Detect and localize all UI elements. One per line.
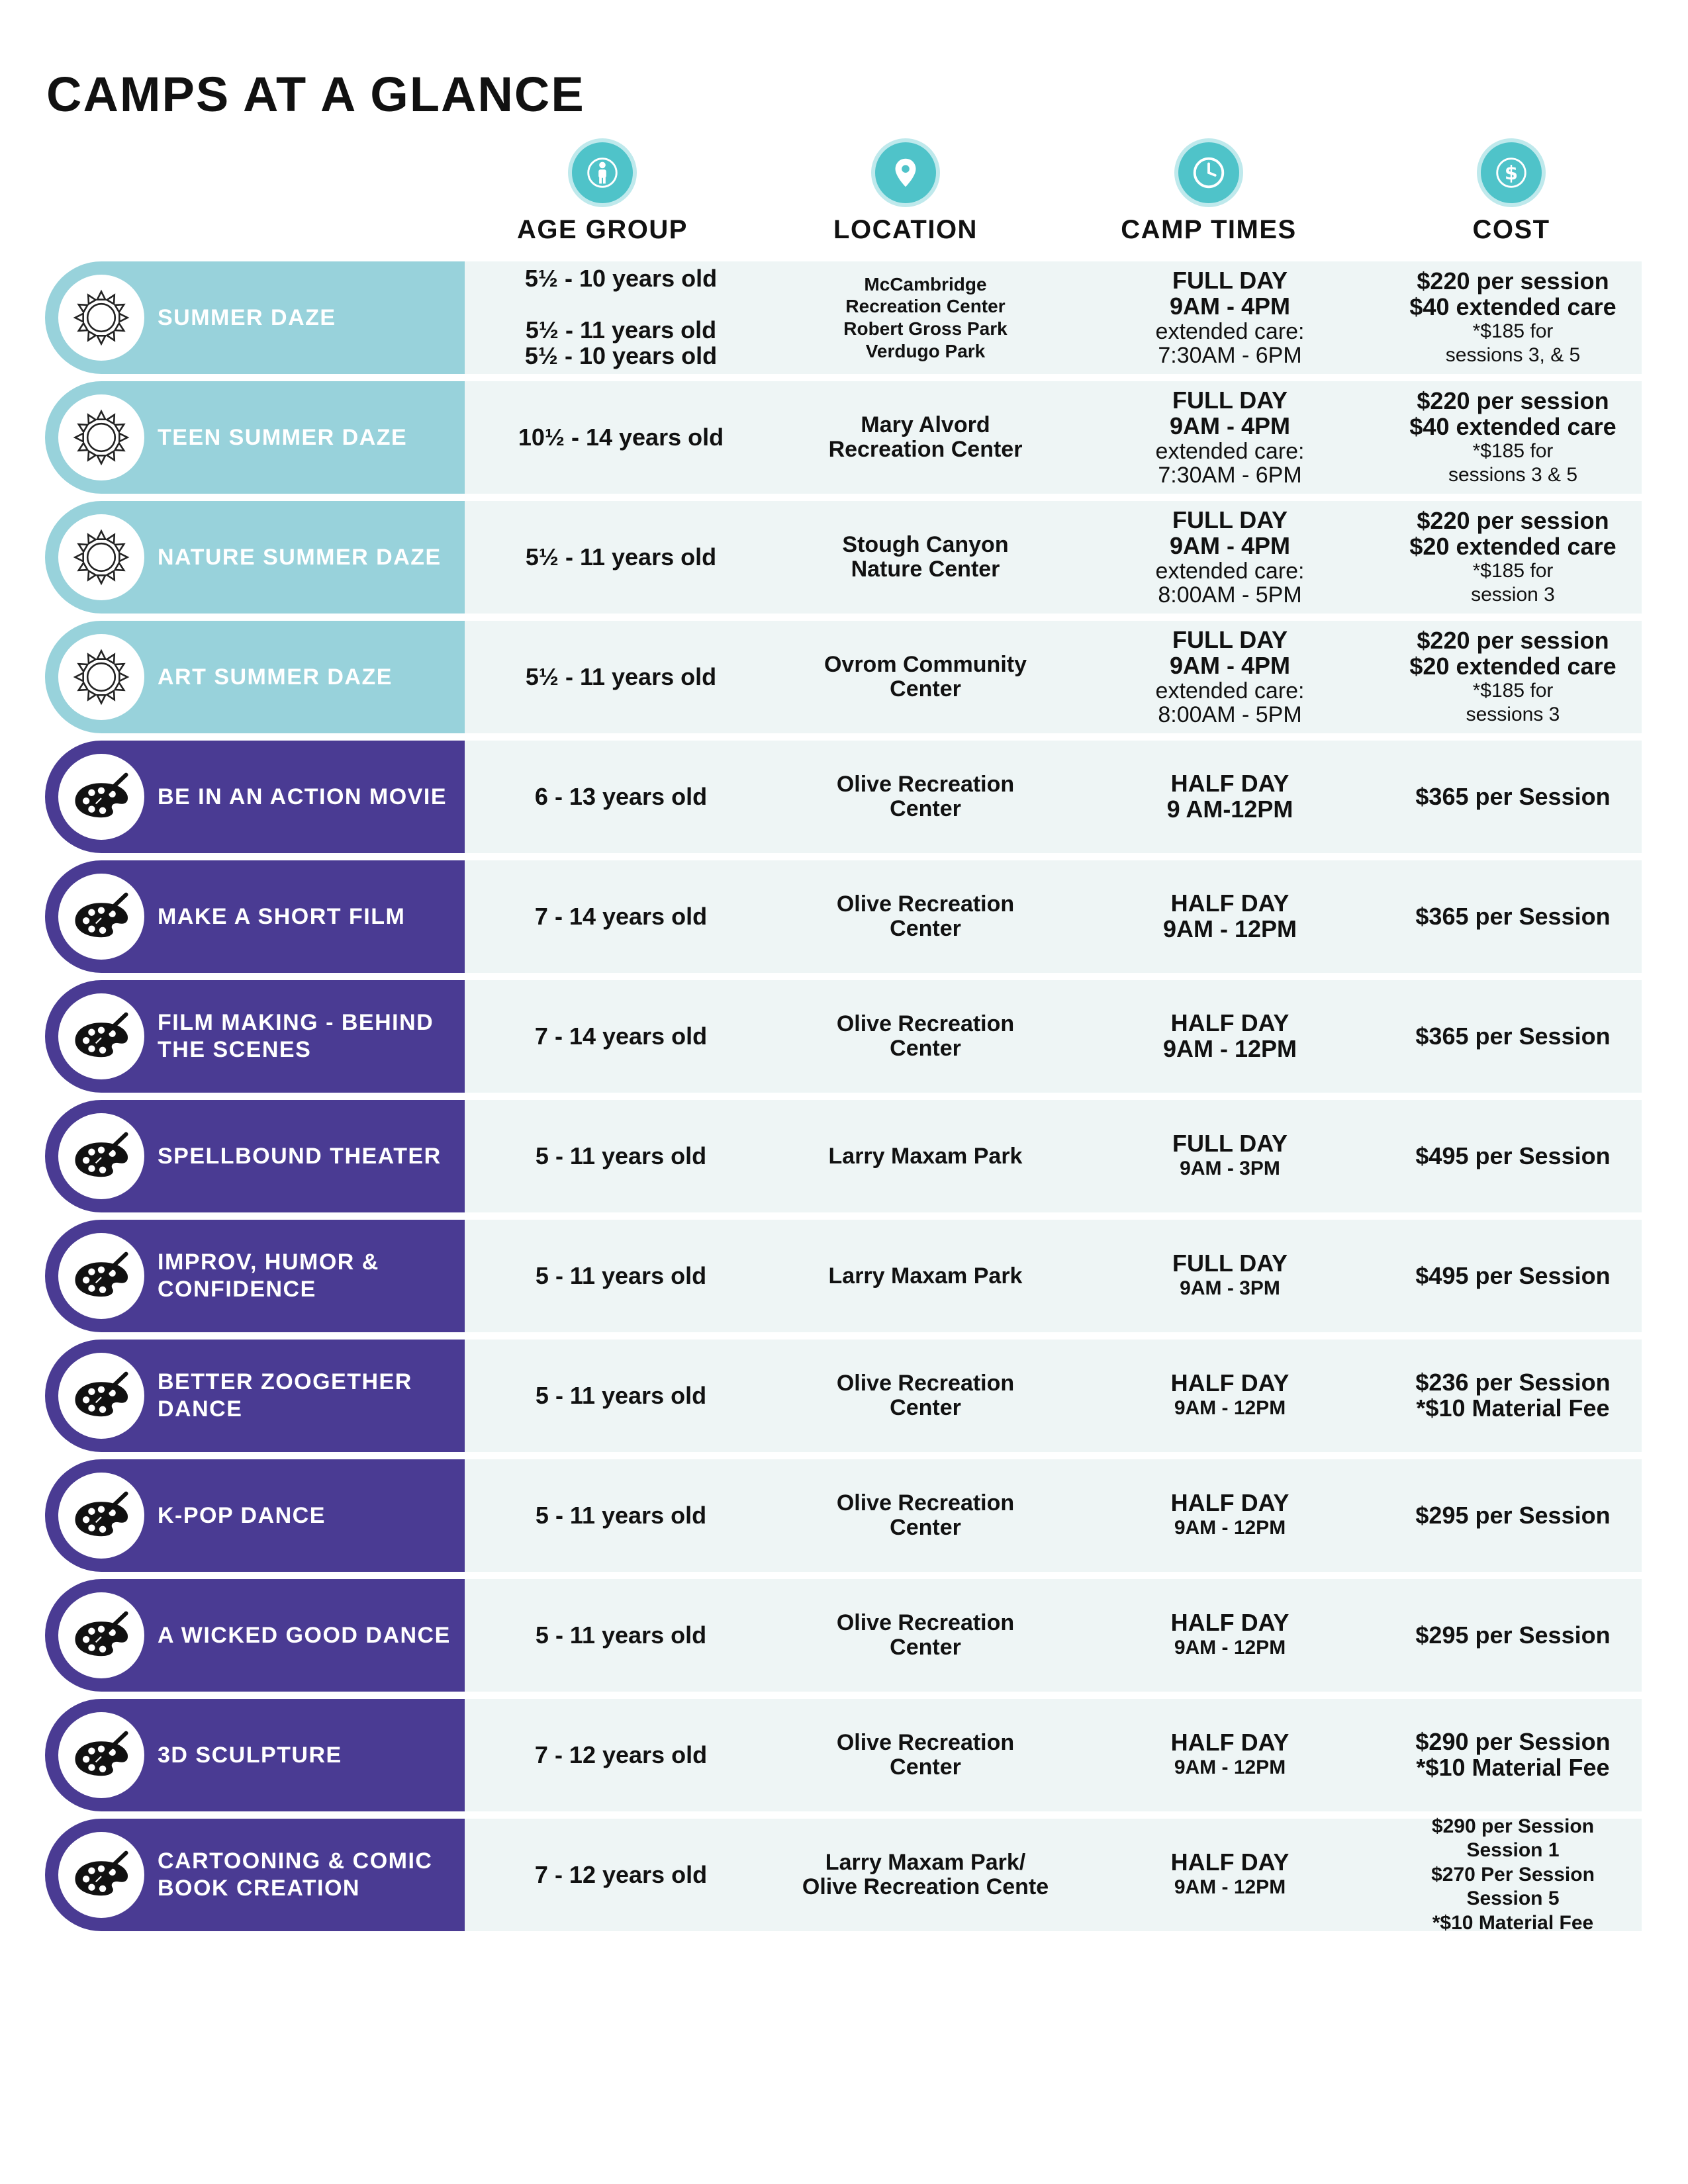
cost-line: $365 per Session (1415, 782, 1611, 810)
camp-time-hours: 9AM - 12PM (1174, 1637, 1286, 1659)
location-line: Center (890, 1036, 961, 1061)
location-line: Center (890, 1395, 961, 1420)
sun-icon (58, 394, 144, 480)
age-group-line: 5 - 11 years old (535, 1142, 707, 1169)
camp-time-line: HALF DAY (1170, 1009, 1289, 1037)
cost-line: $495 per Session (1415, 1142, 1611, 1169)
camp-time-line: 9AM - 4PM (1169, 292, 1291, 320)
header-times (1070, 142, 1348, 245)
paint-palette-icon (58, 754, 144, 840)
location-line: Robert Gross Park (843, 318, 1008, 339)
location-line: Nature Center (851, 557, 1000, 582)
location-cell (773, 621, 1078, 733)
location-line: Mary Alvord (861, 412, 990, 438)
location-line: Verdugo Park (865, 340, 986, 361)
location-line: Center (890, 796, 961, 821)
age-group-line: 5½ - 10 years old (524, 265, 718, 293)
camp-name (158, 1100, 459, 1212)
cost-note-line: sessions 3, & 5 (1445, 343, 1581, 366)
camp-name-line: ART SUMMER DAZE (158, 664, 393, 690)
table-row (45, 501, 1642, 614)
camp-name-line: IMPROV, HUMOR & (158, 1250, 379, 1275)
camp-time-line: FULL DAY (1172, 506, 1288, 534)
cost-line: $290 per Session (1431, 1815, 1595, 1837)
location-line: Larry Maxam Park (828, 1143, 1023, 1169)
age-group-cell (482, 381, 760, 494)
camp-times-cell (1084, 1340, 1376, 1452)
camp-name-line: 3D SCULPTURE (158, 1742, 342, 1768)
cost-cell (1385, 501, 1640, 614)
camp-times-cell (1084, 1459, 1376, 1572)
cost-cell (1385, 1815, 1640, 1934)
location-line: Center (890, 1635, 961, 1660)
table-header (0, 142, 1688, 255)
age-group-cell (482, 261, 760, 374)
age-group-line: 7 - 12 years old (534, 1860, 708, 1888)
cost-line: $365 per Session (1415, 902, 1611, 930)
camp-time-hours: 9AM - 12PM (1174, 1756, 1286, 1779)
location-line: Olive Recreation (836, 891, 1015, 917)
age-group-cell (482, 1579, 760, 1692)
cost-line: *$10 Material Fee (1416, 1754, 1610, 1781)
location-line: Center (890, 1515, 961, 1540)
age-group-cell (482, 1100, 760, 1212)
cost-line: $220 per session (1417, 267, 1609, 295)
location-line: Larry Maxam Park (828, 1263, 1023, 1289)
age-group-cell (482, 621, 760, 733)
header-age-label: AGE GROUP (517, 215, 688, 244)
cost-line: $20 extended care (1409, 652, 1617, 680)
age-group-line: 7 - 14 years old (534, 1022, 708, 1050)
age-group-line: 6 - 13 years old (534, 782, 708, 810)
location-line: Olive Recreation (836, 1371, 1015, 1396)
location-cell (773, 381, 1078, 494)
extended-care-line: extended care: (1155, 678, 1305, 704)
table-row (45, 381, 1642, 494)
camp-time-line: 9AM - 4PM (1169, 531, 1291, 559)
age-group-cell (482, 860, 760, 973)
camp-times-cell (1084, 860, 1376, 973)
camp-name (158, 501, 459, 614)
location-line: Olive Recreation (836, 1610, 1015, 1636)
cost-cell (1385, 980, 1640, 1093)
age-group-line: 7 - 14 years old (534, 902, 708, 930)
age-group-line (618, 292, 624, 318)
table-row (45, 621, 1642, 733)
camp-time-line: HALF DAY (1170, 1729, 1289, 1756)
cost-line: $295 per Session (1415, 1501, 1611, 1529)
camp-time-line: HALF DAY (1170, 770, 1289, 797)
camp-name-line: MAKE A SHORT FILM (158, 903, 406, 929)
cost-cell (1385, 1340, 1640, 1452)
table-row (45, 1815, 1642, 1934)
camp-time-line: FULL DAY (1172, 1130, 1288, 1158)
header-age (463, 142, 741, 245)
location-cell (773, 1579, 1078, 1692)
table-row (45, 1459, 1642, 1572)
location-cell (773, 1459, 1078, 1572)
extended-care-line: 7:30AM - 6PM (1158, 462, 1302, 488)
table-row (45, 1100, 1642, 1212)
header-location-label: LOCATION (833, 215, 978, 244)
camp-name-line: DANCE (158, 1396, 243, 1422)
camp-times-cell (1084, 621, 1376, 733)
header-times-label: CAMP TIMES (1121, 215, 1297, 244)
location-line: Olive Recreation Cente (802, 1874, 1049, 1899)
paint-palette-icon (58, 1233, 144, 1319)
cost-line: *$10 Material Fee (1432, 1911, 1594, 1934)
location-cell (773, 860, 1078, 973)
camp-name (158, 980, 459, 1093)
paint-palette-icon (58, 1113, 144, 1199)
age-group-line: 7 - 12 years old (534, 1741, 708, 1768)
location-line: Center (890, 1754, 961, 1780)
camp-times-cell (1084, 1579, 1376, 1692)
cost-line: *$10 Material Fee (1416, 1394, 1610, 1422)
cost-cell (1385, 1100, 1640, 1212)
age-group-line: 5½ - 11 years old (525, 316, 717, 343)
cost-cell (1385, 741, 1640, 853)
camp-name (158, 741, 459, 853)
location-line: McCambridge (864, 273, 987, 295)
cost-line: Session 1 (1466, 1839, 1560, 1862)
location-line: Olive Recreation (836, 772, 1015, 797)
clock-icon (1178, 142, 1239, 203)
age-group-cell (482, 1340, 760, 1452)
dollar-icon (1481, 142, 1542, 203)
cost-cell (1385, 1220, 1640, 1332)
camp-time-line: FULL DAY (1172, 267, 1288, 295)
cost-line: $236 per Session (1415, 1369, 1611, 1396)
camp-time-line: 9 AM-12PM (1166, 796, 1293, 823)
cost-line: $290 per Session (1415, 1728, 1611, 1756)
camp-time-line: HALF DAY (1170, 1609, 1289, 1637)
age-group-line: 5 - 11 years old (535, 1621, 707, 1649)
location-line: Olive Recreation (836, 1490, 1015, 1516)
cost-line: $495 per Session (1415, 1261, 1611, 1289)
camp-name (158, 1579, 459, 1692)
cost-line: Session 5 (1466, 1888, 1560, 1910)
camp-time-hours: 9AM - 12PM (1174, 1517, 1286, 1539)
cost-cell (1385, 1699, 1640, 1811)
camp-name (158, 860, 459, 973)
paint-palette-icon (58, 874, 144, 960)
table-row (45, 1699, 1642, 1811)
paint-palette-icon (58, 993, 144, 1079)
camp-name-line: BOOK CREATION (158, 1876, 360, 1901)
sun-icon (58, 514, 144, 600)
camp-times-cell (1084, 980, 1376, 1093)
age-group-cell (482, 1819, 760, 1931)
cost-cell (1385, 621, 1640, 733)
camp-name-line: FILM MAKING - BEHIND (158, 1010, 434, 1036)
cost-line: $220 per session (1417, 506, 1609, 534)
camp-times-cell (1084, 501, 1376, 614)
table-row (45, 741, 1642, 853)
sun-icon (58, 634, 144, 720)
location-line: Olive Recreation (836, 1730, 1015, 1756)
camp-times-cell (1084, 1819, 1376, 1931)
location-line: Recreation Center (845, 296, 1006, 317)
camp-name-line: NATURE SUMMER DAZE (158, 544, 442, 570)
camp-times-cell (1084, 381, 1376, 494)
cost-cell (1385, 261, 1640, 374)
camp-times-cell (1084, 1100, 1376, 1212)
age-group-cell (482, 501, 760, 614)
cost-line: $40 extended care (1409, 293, 1617, 320)
camp-name (158, 1220, 459, 1332)
camp-name-line: CONFIDENCE (158, 1277, 316, 1302)
extended-care-line: extended care: (1155, 318, 1305, 344)
cost-line: $220 per session (1417, 626, 1609, 654)
location-cell (773, 741, 1078, 853)
camp-time-line: HALF DAY (1170, 889, 1289, 917)
extended-care-line: 8:00AM - 5PM (1158, 582, 1302, 608)
cost-line: $220 per session (1417, 387, 1609, 414)
header-location (767, 142, 1045, 245)
cost-note-line: session 3 (1471, 583, 1555, 606)
location-cell (773, 1100, 1078, 1212)
age-group-cell (482, 1699, 760, 1811)
cost-note-line: *$185 for (1472, 320, 1554, 343)
age-group-cell (482, 1459, 760, 1572)
camp-name (158, 381, 459, 494)
location-cell (773, 980, 1078, 1093)
header-cost-label: COST (1472, 215, 1550, 244)
camp-name (158, 1699, 459, 1811)
camp-name-line: BE IN AN ACTION MOVIE (158, 784, 447, 809)
camp-time-line: FULL DAY (1172, 387, 1288, 414)
camp-name (158, 1819, 459, 1931)
age-group-line: 5½ - 10 years old (524, 341, 718, 369)
cost-cell (1385, 1579, 1640, 1692)
extended-care-line: 8:00AM - 5PM (1158, 702, 1302, 727)
age-group-line: 10½ - 14 years old (518, 423, 724, 451)
paint-palette-icon (58, 1473, 144, 1559)
age-group-line: 5 - 11 years old (535, 1381, 707, 1409)
extended-care-line: extended care: (1155, 438, 1305, 464)
cost-cell (1385, 860, 1640, 973)
camp-time-line: 9AM - 4PM (1169, 651, 1291, 679)
cost-note-line: *$185 for (1472, 560, 1554, 582)
age-group-line: 5 - 11 years old (535, 1501, 707, 1529)
camp-times-cell (1084, 261, 1376, 374)
camp-time-hours: 9AM - 12PM (1174, 1876, 1286, 1899)
location-line: Stough Canyon (842, 532, 1009, 558)
cost-note-line: sessions 3 & 5 (1448, 463, 1578, 486)
camp-times-cell (1084, 1220, 1376, 1332)
camp-name-line: SUMMER DAZE (158, 304, 336, 330)
camp-times-cell (1084, 741, 1376, 853)
camp-name (158, 621, 459, 733)
header-cost (1372, 142, 1650, 245)
table-row (45, 1220, 1642, 1332)
location-line: Ovrom Community (823, 652, 1027, 678)
location-line: Olive Recreation (836, 1011, 1015, 1037)
paint-palette-icon (58, 1353, 144, 1439)
camp-name-line: THE SCENES (158, 1037, 312, 1062)
location-cell (773, 1819, 1078, 1931)
paint-palette-icon (58, 1832, 144, 1918)
location-cell (773, 261, 1078, 374)
age-group-line: 5½ - 11 years old (525, 662, 717, 690)
cost-cell (1385, 381, 1640, 494)
table-row (45, 860, 1642, 973)
camp-time-line: HALF DAY (1170, 1848, 1289, 1876)
table-row (45, 261, 1642, 374)
camp-name-line: BETTER ZOOGETHER (158, 1369, 412, 1395)
cost-line: $270 Per Session (1431, 1863, 1595, 1886)
table-row (45, 1579, 1642, 1692)
camp-name (158, 261, 459, 374)
location-line: Larry Maxam Park/ (825, 1850, 1026, 1876)
camp-time-line: FULL DAY (1172, 626, 1288, 654)
sun-icon (58, 275, 144, 361)
camp-name-line: A WICKED GOOD DANCE (158, 1622, 451, 1648)
person-icon (572, 142, 633, 203)
paint-palette-icon (58, 1712, 144, 1798)
cost-cell (1385, 1459, 1640, 1572)
cost-note-line: sessions 3 (1466, 703, 1560, 725)
age-group-cell (482, 1220, 760, 1332)
location-cell (773, 1699, 1078, 1811)
camp-time-line: 9AM - 12PM (1162, 915, 1297, 942)
cost-line: $20 extended care (1409, 532, 1617, 560)
age-group-line: 5½ - 11 years old (525, 543, 717, 570)
camp-time-line: FULL DAY (1172, 1250, 1288, 1277)
camp-time-line: HALF DAY (1170, 1369, 1289, 1397)
location-cell (773, 1220, 1078, 1332)
location-pin-icon (875, 142, 936, 203)
camp-name-line: TEEN SUMMER DAZE (158, 424, 408, 450)
cost-line: $365 per Session (1415, 1022, 1611, 1050)
page-title: CAMPS AT A GLANCE (46, 67, 585, 122)
age-group-line: 5 - 11 years old (535, 1261, 707, 1289)
svg-text:$: $ (1504, 161, 1519, 185)
table-row (45, 980, 1642, 1093)
extended-care-line: extended care: (1155, 558, 1305, 584)
cost-line: $40 extended care (1409, 412, 1617, 440)
camp-time-hours: 9AM - 3PM (1180, 1277, 1280, 1300)
camp-name-line: CARTOONING & COMIC (158, 1848, 433, 1874)
age-group-cell (482, 980, 760, 1093)
location-line: Center (890, 676, 961, 702)
cost-note-line: *$185 for (1472, 680, 1554, 702)
camp-time-hours: 9AM - 12PM (1174, 1397, 1286, 1420)
location-line: Center (890, 916, 961, 941)
age-group-cell (482, 741, 760, 853)
location-cell (773, 501, 1078, 614)
location-line: Recreation Center (828, 437, 1023, 462)
camp-time-line: HALF DAY (1170, 1489, 1289, 1517)
camp-time-hours: 9AM - 3PM (1180, 1158, 1280, 1180)
camp-name-line: K-POP DANCE (158, 1502, 326, 1528)
camp-times-cell (1084, 1699, 1376, 1811)
camp-name (158, 1459, 459, 1572)
camp-time-line: 9AM - 12PM (1162, 1035, 1297, 1062)
camp-name-line: SPELLBOUND THEATER (158, 1143, 442, 1169)
cost-note-line: *$185 for (1472, 440, 1554, 463)
location-cell (773, 1340, 1078, 1452)
table-row (45, 1340, 1642, 1452)
paint-palette-icon (58, 1592, 144, 1678)
cost-line: $295 per Session (1415, 1621, 1611, 1649)
camp-time-line: 9AM - 4PM (1169, 412, 1291, 439)
camp-name (158, 1340, 459, 1452)
extended-care-line: 7:30AM - 6PM (1158, 342, 1302, 368)
